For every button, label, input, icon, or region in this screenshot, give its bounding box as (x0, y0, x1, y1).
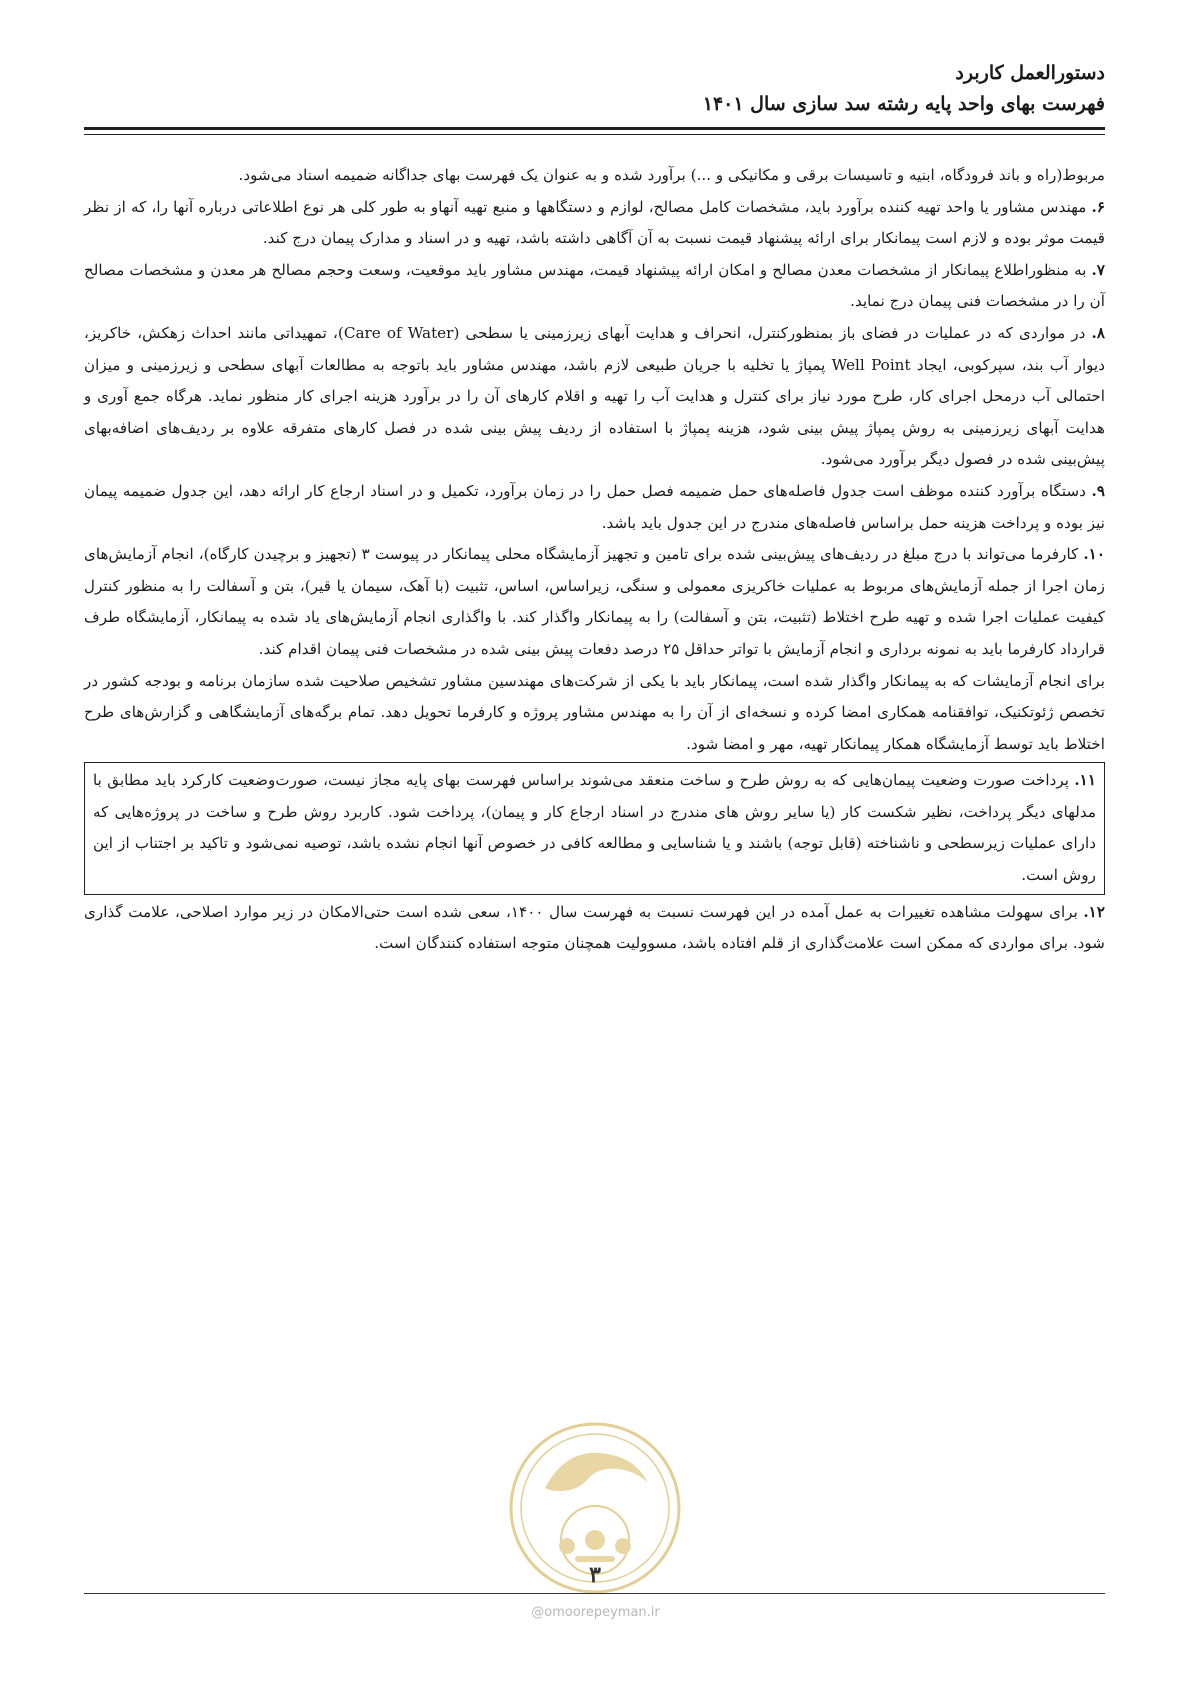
latin-term: Care of Water (343, 323, 454, 342)
paragraph-item-10-continued (84, 666, 1105, 761)
paragraph-item-9 (84, 476, 1105, 539)
document-subtitle: فهرست بهای واحد پایه رشته سد سازی سال ۱۴۰۱ (702, 93, 1105, 115)
paragraph-text: مهندس مشاور یا واحد تهیه کننده برآورد باید، مشخصات کامل مصالح، لوازم و دستگاهها و منبع تهیه آنهاو به طور کلی هر نوع اطلاعاتی درباره آنها را، که از نظر قیمت موثر بوده و لازم است پیمانکار برای ارائه پیشنهاد قیمت نسبت به آن آگاهی داشته باشد، تهیه و در اسناد و مدارک پیمان درج کند. (84, 197, 1105, 248)
footer-website: @omoorepeyman.ir (531, 1605, 660, 1620)
paragraph-item-12 (84, 897, 1105, 960)
paragraph-text: برای سهولت مشاهده تغییرات به عمل آمده در این فهرست نسبت به فهرست سال ۱۴۰۰، سعی شده است حتی‌الامکان در زیر موارد اصلاحی، علامت گذاری شود. برای مواردی که ممکن است علامت‌گذاری از قلم افتاده باشد، مسوولیت همچنان متوجه استفاده کنندگان است. (84, 902, 1105, 953)
page-header (83, 58, 1105, 120)
document-body (84, 160, 1105, 960)
boxed-note (84, 762, 1105, 894)
page-number: ۳ (589, 1562, 601, 1588)
item-number: ۸. (1091, 323, 1105, 342)
paragraph-text: پمپاژ یا تخلیه با جریان طبیعی لازم باشد، مهندس مشاور باید باتوجه به مطالعات آبهای سطحی و زیرزمینی و میزان احتمالی آب درمحل اجرای کار، طرح مورد نیاز برای کنترل و هدایت آب را تهیه و اقلام کارهای آن را در برآورد هزینه اجرای کار منظور نماید. هرگاه جمع آوری و هدایت آبهای زیرزمینی به روش پمپاژ پیش بینی شود، هزینه پمپاژ با استفاده از ردیف پیش بینی شده در فصل کارهای متفرقه علاوه بر ردیف‌های اضافه‌بهای پیش‌بینی شده در فصول دیگر برآورد می‌شود. (84, 355, 1105, 469)
item-number: ۱۰. (1083, 545, 1105, 564)
item-number: ۱۲. (1083, 902, 1105, 921)
item-number: ۷. (1091, 260, 1105, 279)
latin-term: Well Point (831, 355, 911, 374)
paragraph-item-7 (84, 255, 1105, 318)
header-divider-thin (84, 134, 1105, 135)
paragraph-text: پرداخت صورت وضعیت پیمان‌هایی که به روش طرح و ساخت منعقد می‌شوند براساس فهرست بهای پایه مجاز نیست، صورت‌وضعیت کارکرد باید مطابق با مدلهای دیگر پرداخت، نظیر شکست کار (یا سایر روش های مندرج در اسناد ارجاع کار و پیمان)، پرداخت شود. کاربرد روش طرح و ساخت در پروژه‌هایی که دارای عملیات زیرسطحی و ناشناخته (قابل توجه) باشند و یا شناسایی و مطالعه کافی در خصوص آنها انجام نشده باشد، توصیه نمی‌شود و تاکید بر اجتناب از این روش است. (93, 771, 1096, 885)
paragraph-item-8 (84, 318, 1105, 476)
paragraph-text: برای انجام آزمایشات که به پیمانکار واگذار شده است، پیمانکار باید با یکی از شرکت‌های مهندسین مشاور تشخیص صلاحیت شده سازمان برنامه و بودجه کشور در تخصص ژئوتکنیک، توافقنامه همکاری امضا کرده و نسخه‌ای از آن را به مهندس مشاور پروژه و کارفرما تحویل دهد. تمام برگه‌های آزمایشگاهی و گزارش‌های طرح اختلاط باید توسط آزمایشگاه همکار پیمانکار تهیه، مهر و امضا شود. (84, 671, 1105, 753)
paragraph-text: کارفرما می‌تواند با درج مبلغ در ردیف‌های پیش‌بینی شده برای تامین و تجهیز آزمایشگاه محلی پیمانکار در پیوست ۳ (تجهیز و برچیدن کارگاه)، انجام آزمایش‌های زمان اجرا از جمله آزمایش‌های مربوط به عملیات خاکریزی معمولی و سنگی، زیراساس، اساس، تثبیت (با آهک، سیمان یا قیر)، بتن و آسفالت را به منظور کنترل کیفیت عملیات اجرا شده و تهیه طرح اختلاط (تثبیت، بتن و آسفالت) را به پیمانکار واگذار کند. با واگذاری انجام آزمایش‌های یاد شده به پیمانکار، آزمایشگاه طرف قرارداد کارفرما باید به نمونه برداری و انجام آزمایش با تواتر حداقل ۲۵ درصد دفعات پیش بینی شده در مشخصات فنی پیمان اقدام کند. (84, 545, 1105, 658)
item-number: ۱۱. (1074, 771, 1096, 790)
paragraph-text: در مواردی که در عملیات در فضای باز بمنظورکنترل، انحراف و هدایت آبهای زیرزمینی یا سطحی ( (453, 323, 1092, 342)
item-number: ۶. (1091, 197, 1105, 216)
paragraph-item-11 (93, 765, 1096, 891)
paragraph-text: مربوط(راه و باند فرودگاه، ابنیه و تاسیسات برقی و مکانیکی و ...) برآورد شده و به عنوان یک فهرست بهای جداگانه ضمیمه اسناد می‌شود. (238, 166, 1105, 184)
document-title: دستورالعمل کاربرد (955, 62, 1105, 84)
paragraph-text: )، تمهیداتی مانند احداث زهکش، خاکریز، دیوار آب بند، سپرکوبی، ایجاد (84, 323, 1106, 374)
header-divider-thick (84, 127, 1105, 130)
paragraph-text: دستگاه برآورد کننده موظف است جدول فاصله‌های حمل ضمیمه فصل حمل را در زمان برآورد، تکمیل و در اسناد ارجاع کار ارائه دهد، این جدول ضمیمه پیمان نیز بوده و پرداخت هزینه حمل براساس فاصله‌های مندرج در این جدول باید باشد. (84, 481, 1105, 532)
paragraph-item-10 (84, 539, 1105, 665)
paragraph-item-6 (84, 192, 1105, 255)
paragraph-text: به منظوراطلاع پیمانکار از مشخصات معدن مصالح و امکان ارائه پیشنهاد قیمت، مهندس مشاور باید موقعیت، وسعت وحجم مصالح هر معدن و مشخصات مصالح آن را در مشخصات فنی پیمان درج نماید. (84, 260, 1105, 311)
paragraph-continuation (84, 160, 1105, 192)
footer-divider (84, 1593, 1105, 1594)
item-number: ۹. (1091, 481, 1105, 500)
